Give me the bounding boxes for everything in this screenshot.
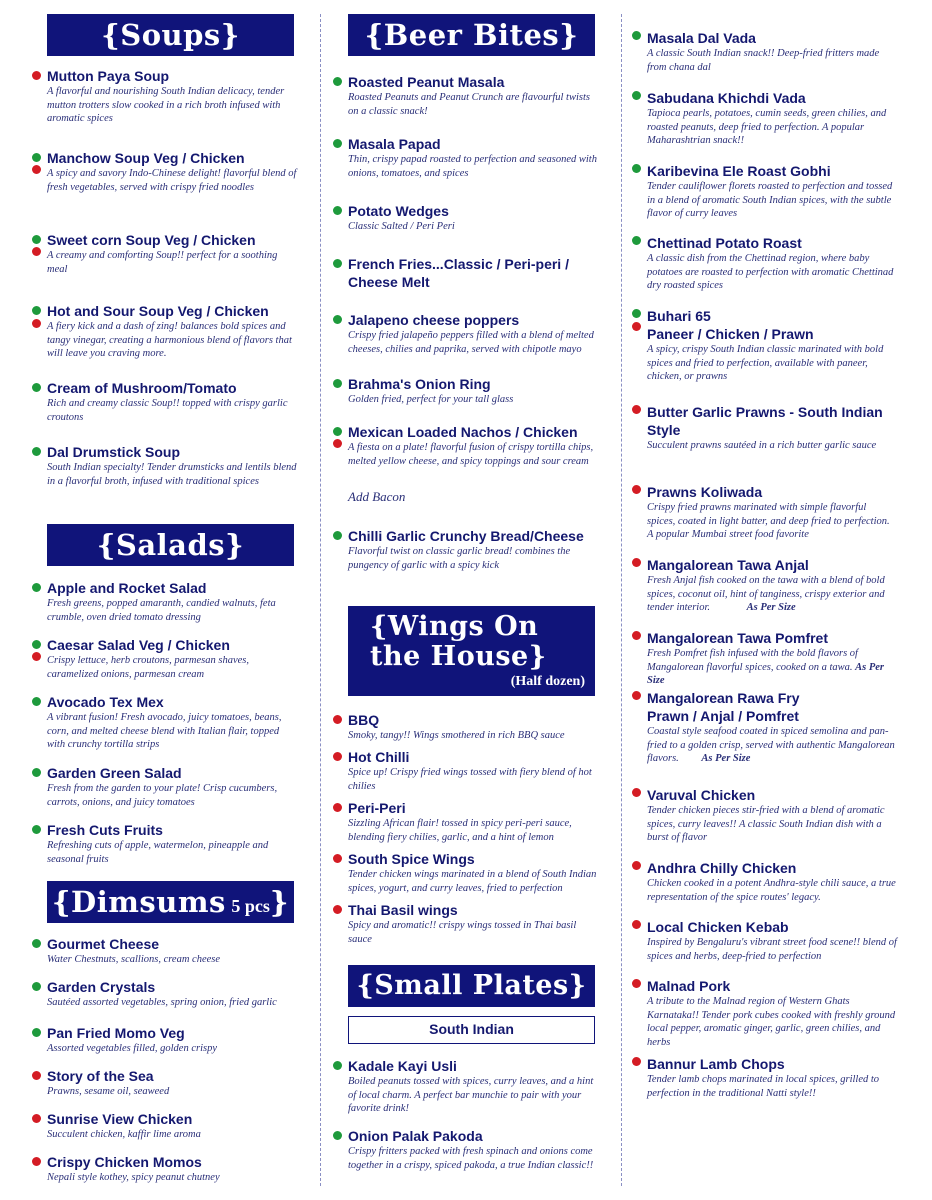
menu-item [47,579,297,624]
dimsums-count: 5 pcs [231,896,270,916]
item-name: Chettinad Potato Roast [647,235,802,251]
menu-item [47,1024,297,1056]
item-name: Fresh Cuts Fruits [47,822,163,838]
item-desc: Inspired by Bengaluru's vibrant street food scene!! blend of spices and herbs, deep-fried to perfection [647,937,897,962]
menu-item [647,234,897,293]
menu-item [647,918,897,963]
menu-item [647,307,897,384]
item-name: Potato Wedges [348,203,449,219]
menu-item [47,67,297,126]
item-name: Buhari 65 [647,308,711,324]
nonveg-dot [333,439,342,448]
veg-dot [32,825,41,834]
menu-item [348,255,598,291]
item-desc: A creamy and comforting Soup!! perfect for a soothing meal [47,250,278,275]
beer-bites-title: {Beer Bites} [364,18,579,52]
menu-item [647,859,897,904]
nonveg-dot [632,558,641,567]
item-desc: Crispy fried jalapeño peppers filled with a blend of melted cheeses, chilies and paprika, served with chipotle mayo [348,330,594,355]
menu-item [348,850,598,895]
nonveg-dot [632,322,641,331]
item-name: Story of the Sea [47,1068,154,1084]
menu-item [47,821,297,866]
menu-item [647,29,897,74]
menu-item [47,764,297,809]
veg-dot [333,1131,342,1140]
veg-dot [32,982,41,991]
item-desc: A spicy and savory Indo-Chinese delight! flavorful blend of fresh vegetables, served with crispy fried noodles [47,168,297,193]
menu-item [647,1055,897,1100]
veg-dot [333,531,342,540]
nonveg-dot [632,920,641,929]
item-desc [647,574,897,615]
menu-item [348,799,598,844]
nonveg-dot [32,1071,41,1080]
veg-dot [32,697,41,706]
menu-item [647,786,897,845]
veg-dot [32,383,41,392]
menu-item [47,636,297,681]
item-name: Andhra Chilly Chicken [647,860,797,876]
item-name: French Fries...Classic / Peri-peri / Cheese Melt [348,256,569,290]
column-divider-2 [621,14,622,1186]
veg-dot [32,768,41,777]
item-name: Cream of Mushroom/Tomato [47,380,237,396]
nonveg-dot [632,631,641,640]
nonveg-dot [632,979,641,988]
item-name: Bannur Lamb Chops [647,1056,785,1072]
item-desc: Spice up! Crispy fried wings tossed with fiery blend of hot chilies [348,767,592,792]
item-name: Hot and Sour Soup Veg / Chicken [47,303,269,319]
item-name: Crispy Chicken Momos [47,1154,202,1170]
item-desc: Crispy fried prawns marinated with simple flavorful spices, coated in light batter, and deep fried to perfection. A popular Mumbai street food favorite [647,502,890,540]
item-desc: A classic South Indian snack!! Deep-fried fritters made from chana dal [647,48,880,73]
item-desc: Classic Salted / Peri Peri [348,221,455,232]
veg-dot [32,235,41,244]
item-name: Varuval Chicken [647,787,756,803]
salads-title: {Salads} [96,528,245,562]
item-name: Thai Basil wings [348,902,458,918]
item-desc: Flavorful twist on classic garlic bread! combines the pungency of garlic with a spicy kick [348,546,571,571]
nonveg-dot [32,247,41,256]
menu-item [348,135,598,180]
nonveg-dot [333,715,342,724]
menu-item [647,689,897,766]
item-name: Local Chicken Kebab [647,919,789,935]
dimsums-banner [47,881,294,923]
veg-dot [632,31,641,40]
nonveg-dot [632,861,641,870]
dimsums-title: {Dimsums [51,885,226,919]
nonveg-dot [333,854,342,863]
item-name: Onion Palak Pakoda [348,1128,483,1144]
nonveg-dot [632,485,641,494]
item-name: Masala Papad [348,136,441,152]
add-bacon-note: Add Bacon [348,489,406,504]
item-name: Avocado Tex Mex [47,694,164,710]
veg-dot [632,164,641,173]
item-desc-text: Coastal style seafood coated in spiced semolina and pan-fried to a golden crisp, served with authentic Mangalorean flavors. [647,726,895,764]
veg-dot [333,77,342,86]
item-name: Malnad Pork [647,978,731,994]
item-desc: Tender chicken wings marinated in a blend of South Indian spices, yogurt, and curry leaves, fried to perfection [348,869,597,894]
item-desc: A spicy, crispy South Indian classic marinated with bold spices and fried to perfection, available with paneer, chicken, or prawns [647,344,884,382]
item-name: Masala Dal Vada [647,30,756,46]
menu-item [348,311,598,356]
menu-item [348,748,598,793]
nonveg-dot [333,752,342,761]
item-name: Garden Green Salad [47,765,182,781]
item-name: Prawns Koliwada [647,484,763,500]
veg-dot [333,139,342,148]
item-desc: Succulent prawns sautéed in a rich butter garlic sauce [647,440,877,451]
menu-item [348,73,598,118]
nonveg-dot [32,1157,41,1166]
item-desc: Tender lamb chops marinated in local spices, grilled to perfection in the traditional Natti style!! [647,1074,880,1099]
item-desc: Fresh greens, popped amaranth, candied walnuts, feta crumble, oven dried tomato dressing [47,598,276,623]
beer-bites-banner [348,14,595,56]
item-name: Manchow Soup Veg / Chicken [47,150,245,166]
item-name: Caesar Salad Veg / Chicken [47,637,230,653]
veg-dot [32,153,41,162]
menu-item [47,231,297,276]
item-desc: South Indian specialty! Tender drumsticks and lentils blend in a flavorful broth, infused with traditional spices [47,462,297,487]
item-desc: Sautéed assorted vegetables, spring onion, fried garlic [47,997,277,1008]
veg-dot [32,447,41,456]
item-desc: Tender chicken pieces stir-fried with a blend of aromatic spices, curry leaves!! A classic South Indian dish with a burst of flavor [647,805,885,843]
item-desc: A fiesta on a plate! flavorful fusion of crispy tortilla chips, melted yellow cheese, and spicy toppings and sour cream [348,442,594,467]
item-desc: Chicken cooked in a potent Andhra-style chili sauce, a true representation of the spice routes' legacy. [647,878,896,903]
veg-dot [333,206,342,215]
item-desc: Succulent chicken, kaffir lime aroma [47,1129,201,1140]
item-name: Sunrise View Chicken [47,1111,193,1127]
item-name: Jalapeno cheese poppers [348,312,520,328]
veg-dot [32,306,41,315]
item-name: Pan Fried Momo Veg [47,1025,185,1041]
menu-item [47,149,297,194]
menu-item [647,977,897,1049]
item-name: Butter Garlic Prawns - South Indian Style [647,404,883,438]
small-plates-banner [348,965,595,1007]
item-desc: Smoky, tangy!! Wings smothered in rich BBQ sauce [348,730,565,741]
nonveg-dot [333,905,342,914]
item-desc: Refreshing cuts of apple, watermelon, pineapple and seasonal fruits [47,840,269,865]
item-name: South Spice Wings [348,851,475,867]
menu-item [47,443,297,488]
wings-subtitle: (Half dozen) [510,674,585,689]
item-name: Hot Chilli [348,749,410,765]
veg-dot [32,1028,41,1037]
menu-item [348,202,598,234]
menu-item [47,935,297,967]
item-name: Mexican Loaded Nachos / Chicken [348,424,578,440]
veg-dot [32,640,41,649]
item-name: Mangalorean Rawa Fry [647,690,800,706]
veg-dot [32,583,41,592]
nonveg-dot [632,405,641,414]
menu-item [47,302,297,361]
item-name: Gourmet Cheese [47,936,160,952]
item-desc: Fresh from the garden to your plate! Crisp cucumbers, carrots, onions, and juicy tomatoes [47,783,278,808]
item-name: Mangalorean Tawa Pomfret [647,630,829,646]
item-name-variants: Paneer / Chicken / Prawn [647,326,814,342]
item-desc: Boiled peanuts tossed with spices, curry leaves, and a hint of local charm. A perfect bar munchie to pair with your favorite drink! [348,1076,594,1114]
menu-item [647,162,897,221]
menu-item [647,403,897,453]
item-desc [647,647,897,688]
item-name: Garden Crystals [47,979,156,995]
item-desc: A vibrant fusion! Fresh avocado, juicy tomatoes, beans, corn, and melted cheese blend with Italian flair, topped with crunchy tortilla strips [47,712,282,750]
soups-banner [47,14,294,56]
veg-dot [32,939,41,948]
nonveg-dot [32,1114,41,1123]
veg-dot [632,91,641,100]
item-name: BBQ [348,712,380,728]
item-desc: Tapioca pearls, potatoes, cumin seeds, green chilies, and roasted peanuts, deep fried to perfection. A popular Maharashtrian snack!! [647,108,887,146]
veg-dot [632,309,641,318]
menu-item [647,556,897,615]
item-desc: Roasted Peanuts and Peanut Crunch are flavourful twists on a classic snack! [348,92,590,117]
nonveg-dot [632,788,641,797]
item-desc: Assorted vegetables filled, golden crispy [47,1043,218,1054]
menu-item [47,978,297,1010]
wings-banner [348,606,595,696]
veg-dot [632,236,641,245]
item-desc-text: Fresh Anjal fish cooked on the tawa with a blend of bold spices, coconut oil, hint of tanginess, crispy exterior and tender interior. [647,575,885,613]
menu-item [348,901,598,946]
price-as-per-size: As Per Size [746,602,796,613]
item-name: Sabudana Khichdi Vada [647,90,806,106]
menu-item [348,1057,598,1116]
menu-item [348,527,598,572]
item-desc: Spicy and aromatic!! crispy wings tossed in Thai basil sauce [348,920,577,945]
item-desc: Rich and creamy classic Soup!! topped with crispy garlic croutons [47,398,288,423]
nonveg-dot [32,652,41,661]
item-name: Mangalorean Tawa Anjal [647,557,809,573]
item-desc: Water Chestnuts, scallions, cream cheese [47,954,221,965]
item-desc: A fiery kick and a dash of zing! balances bold spices and tangy vinegar, creating a harmonious blend of flavors that will leave you craving more. [47,321,292,359]
item-desc: A classic dish from the Chettinad region, where baby potatoes are roasted to perfection with aromatic Chettinad dry roasted spices [647,253,894,291]
menu-item [348,1127,598,1172]
item-name: Kadale Kayi Usli [348,1058,457,1074]
item-name: Chilli Garlic Crunchy Bread/Cheese [348,528,584,544]
menu-item [47,693,297,752]
dimsums-title-end: } [269,885,290,919]
item-desc: A tribute to the Malnad region of Western Ghats Karnataka!! Tender pork cubes cooked with freshly ground local pepper, aromatic ginger, garlic, green chilies, and herbs [647,996,896,1048]
nonveg-dot [632,691,641,700]
veg-dot [333,379,342,388]
veg-dot [333,315,342,324]
item-desc: Nepali style kothey, spicy peanut chutney [47,1172,220,1183]
veg-dot [333,427,342,436]
item-desc: Crispy fritters packed with fresh spinach and onions come together in a crispy, spiced pakoda, a true Indian classic!! [348,1146,594,1171]
item-name-variants: Prawn / Anjal / Pomfret [647,708,799,724]
veg-dot [333,1061,342,1070]
menu-item [47,379,297,424]
item-desc [647,725,897,766]
item-name: Roasted Peanut Masala [348,74,505,90]
menu-item [348,423,598,468]
menu-item [47,1110,297,1142]
price-as-per-size: As Per Size [701,753,751,764]
item-name: Apple and Rocket Salad [47,580,207,596]
nonveg-dot [333,803,342,812]
price-as-per-size: As Per Size [647,661,884,686]
item-desc: Sizzling African flair! tossed in spicy peri-peri sauce, blending fiery chilies, garlic, and a hint of lemon [348,818,572,843]
menu-item [47,1067,297,1099]
soups-title: {Soups} [101,18,240,52]
wings-title: {Wings On the House} [370,611,547,672]
item-desc: Prawns, sesame oil, seaweed [47,1086,170,1097]
column-divider-1 [320,14,321,1186]
small-plates-title: {Small Plates} [356,970,587,1001]
item-desc: A flavorful and nourishing South Indian delicacy, tender mutton trotters slow cooked in a rich broth infused with aromatic spices [47,86,285,124]
menu-item [647,483,897,542]
item-name: Sweet corn Soup Veg / Chicken [47,232,256,248]
item-desc: Crispy lettuce, herb croutons, parmesan shaves, caramelized onions, parmesan cream [47,655,250,680]
item-name: Peri-Peri [348,800,406,816]
menu-item [348,375,598,407]
nonveg-dot [632,1057,641,1066]
nonveg-dot [32,319,41,328]
nonveg-dot [32,165,41,174]
south-indian-subheading: South Indian [348,1016,595,1044]
menu-item [47,1153,297,1185]
item-desc: Tender cauliflower florets roasted to perfection and tossed in a blend of aromatic South Indian spices, with the subtle flavor of curry leaves [647,181,893,219]
veg-dot [333,259,342,268]
item-name: Dal Drumstick Soup [47,444,181,460]
menu-item [348,711,598,743]
menu-item [647,89,897,148]
item-name: Mutton Paya Soup [47,68,170,84]
item-name: Karibevina Ele Roast Gobhi [647,163,831,179]
salads-banner [47,524,294,566]
menu-item [647,629,897,688]
item-desc: Golden fried, perfect for your tall glass [348,394,514,405]
item-name: Brahma's Onion Ring [348,376,491,392]
item-desc: Thin, crispy papad roasted to perfection and seasoned with onions, tomatoes, and spices [348,154,597,179]
nonveg-dot [32,71,41,80]
item-desc-text: Fresh Pomfret fish infused with the bold flavors of Mangalorean flavorful spices, cooked on a tawa. [647,648,858,673]
